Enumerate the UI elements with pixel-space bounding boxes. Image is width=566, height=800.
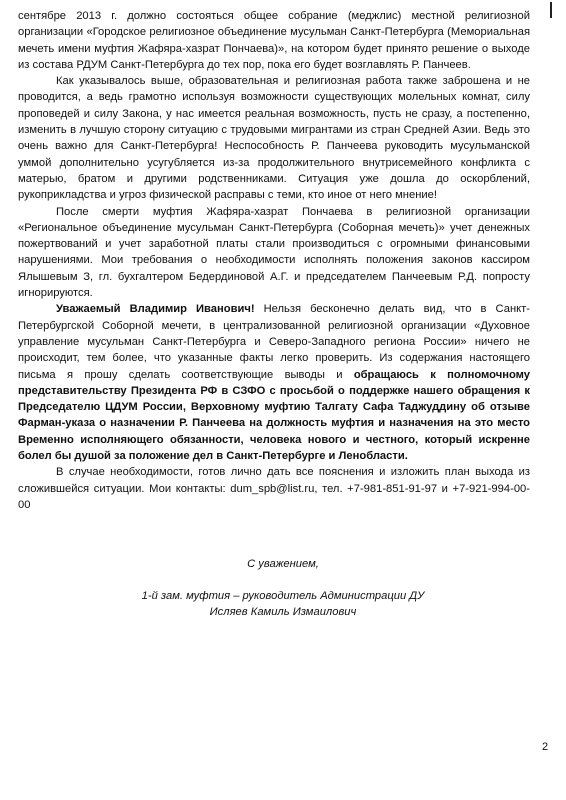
request-text: обращаюсь к полномочному представительству Президента РФ в СЗФО с просьбой о поддержке нашего обращения к Председателю ЦДУМ России, Верховному муфтию Талгату Сафа Таджуддину об отзыве Фарман-указа о назначении Р. Панчеева на должность муфтия и назначения на это место Временно исполняющего обязанности, человека нового и честного, который искренне болел бы душой за положение дел в Санкт-Петербурге и Ленобласти. bbox=[18, 368, 530, 463]
paragraph-4 bbox=[18, 301, 530, 464]
paragraph-3 bbox=[18, 204, 530, 302]
paragraph-1 bbox=[18, 8, 530, 73]
signature-title: 1-й зам. муфтия – руководитель Администрации ДУ bbox=[141, 590, 425, 602]
contacts-text: В случае необходимости, готов лично дать все пояснения и изложить план выхода из сложившейся ситуации. Мои контакты: dum_spb@list.ru, тел. +7-981-851-91-97 и +7-921-994-00-00 bbox=[18, 466, 530, 511]
paragraph-text: Нельзя бесконечно делать вид, что в Санкт-Петербургской Соборной мечети, в централизованной религиозной организации «Духовное управление мусульман Санкт-Петербурга и Северо-Западного региона России» ничего не происходит, тем более, что указанные факты легко проверить. Из содержания настоящего письма я прошу сделать соответствующие выводы и bbox=[18, 303, 530, 381]
page-number: 2 bbox=[542, 741, 549, 753]
paragraph-text: Как указывалось выше, образовательная и религиозная работа также заброшена и не проводится, а ведь грамотно используя возможности существующих молельных комнат, силу проповедей и силу Закона, у нас имеется реальная возможность, пусть не сразу, а постепенно, изменить в лучшую сторону ситуацию с трудовыми мигрантами из стран Средней Азии. Ведь это очень важно для Санкт-Петербурга! Неспособность Р. Панчеева руководить мусульманской уммой дополнительно усугубляется из-за продолжительного внутрисемейного конфликта с матерью, братом и другими родственниками. Ситуация уже дошла до оскорблений, рукоприкладства и угроз физической расправы с теми, кто иное от него мнение! bbox=[18, 75, 530, 202]
paragraph-5 bbox=[18, 464, 530, 513]
margin-mark bbox=[550, 2, 552, 18]
closing-line: С уважением, bbox=[247, 558, 319, 570]
salutation-text: Уважаемый Владимир Иванович! bbox=[56, 303, 255, 316]
signature-name: Исляев Камиль Измаилович bbox=[209, 606, 357, 618]
paragraph-text: сентябре 2013 г. должно состояться общее собрание (меджлис) местной религиозной организации «Городское религиозное объединение мусульман Санкт-Петербурга (Мемориальная мечеть имени муфтия Жафяра-хазрат Пончаева)», на котором будет принято решение о выходе из состава РДУМ Санкт-Петербурга до тех пор, пока его будет возглавлять Р. Панчеев. bbox=[18, 10, 530, 71]
document-body bbox=[18, 0, 530, 513]
paragraph-text: После смерти муфтия Жафяра-хазрат Пончаева в религиозной организации «Региональное объединение мусульман Санкт-Петербурга (Соборная мечеть)» учет денежных пожертвований и учет заработной платы стали производиться с огромными финансовыми нарушениями. Мои требования о необходимости исполнять положения законов кассиром Ялышевым З, гл. бухгалтером Бедердиновой А.Г. и председателем Панчеевым Р.Д. попросту игнорируются. bbox=[18, 205, 530, 300]
paragraph-2 bbox=[18, 73, 530, 203]
